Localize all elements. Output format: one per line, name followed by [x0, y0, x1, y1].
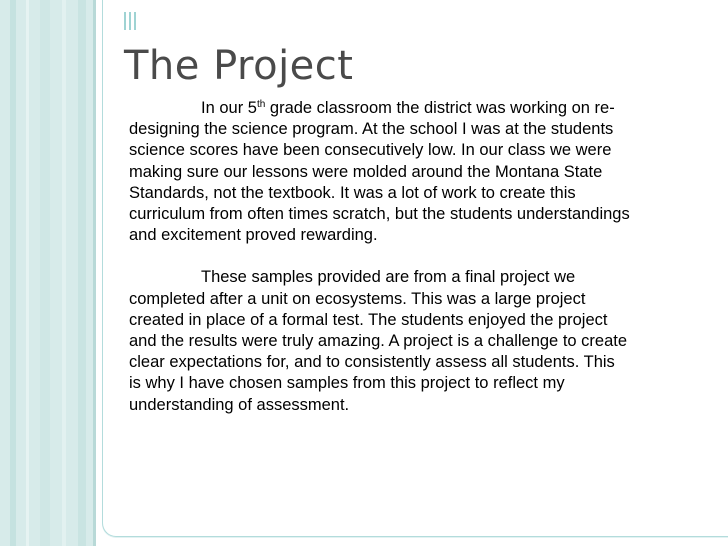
band-stripe	[62, 0, 66, 546]
paragraph-1-line: curriculum from often times scratch, but the students understandings	[129, 205, 630, 224]
accent-bar	[134, 12, 136, 30]
band-stripe	[26, 0, 29, 546]
paragraph-1-line: making sure our lessons were molded around the Montana State	[129, 162, 603, 181]
band-edge	[93, 0, 96, 546]
paragraph-2-line: completed after a unit on ecosystems. This was a large project	[129, 289, 586, 308]
band-stripe	[10, 0, 16, 546]
paragraph-1-line-1	[129, 98, 689, 119]
line-text: grade classroom the district was working on re-	[265, 99, 615, 117]
band-stripe	[78, 0, 86, 546]
paragraph-1-line: science scores have been consecutively low. In our class we were	[129, 141, 612, 160]
line-text: In our 5	[201, 99, 257, 117]
paragraph-2-line-1: These samples provided are from a final project we	[201, 268, 576, 287]
paragraph-1	[129, 98, 689, 246]
paragraph-1-line: Standards, not the textbook. It was a lot of work to create this	[129, 183, 576, 202]
paragraph-2-line: understanding of assessment.	[129, 395, 350, 414]
decorative-side-band	[0, 0, 96, 546]
paragraph-2-line: is why I have chosen samples from this project to reflect my	[129, 374, 565, 393]
paragraph-2	[129, 267, 689, 415]
paragraph-2-line: clear expectations for, and to consistently assess all students. This	[129, 353, 615, 372]
band-stripe	[40, 0, 50, 546]
accent-bars-icon	[124, 12, 136, 30]
slide-title: The Project	[124, 43, 354, 89]
paragraph-1-line: designing the science program. At the school I was at the students	[129, 120, 614, 139]
paragraph-2-line: and the results were truly amazing. A project is a challenge to create	[129, 332, 628, 351]
paragraph-2-line: created in place of a formal test. The students enjoyed the project	[129, 310, 608, 329]
slide-body	[129, 98, 689, 416]
ordinal-suffix: th	[256, 99, 266, 110]
paragraph-1-line: and excitement proved rewarding.	[129, 226, 378, 245]
accent-bar	[129, 12, 131, 30]
accent-bar	[124, 12, 126, 30]
